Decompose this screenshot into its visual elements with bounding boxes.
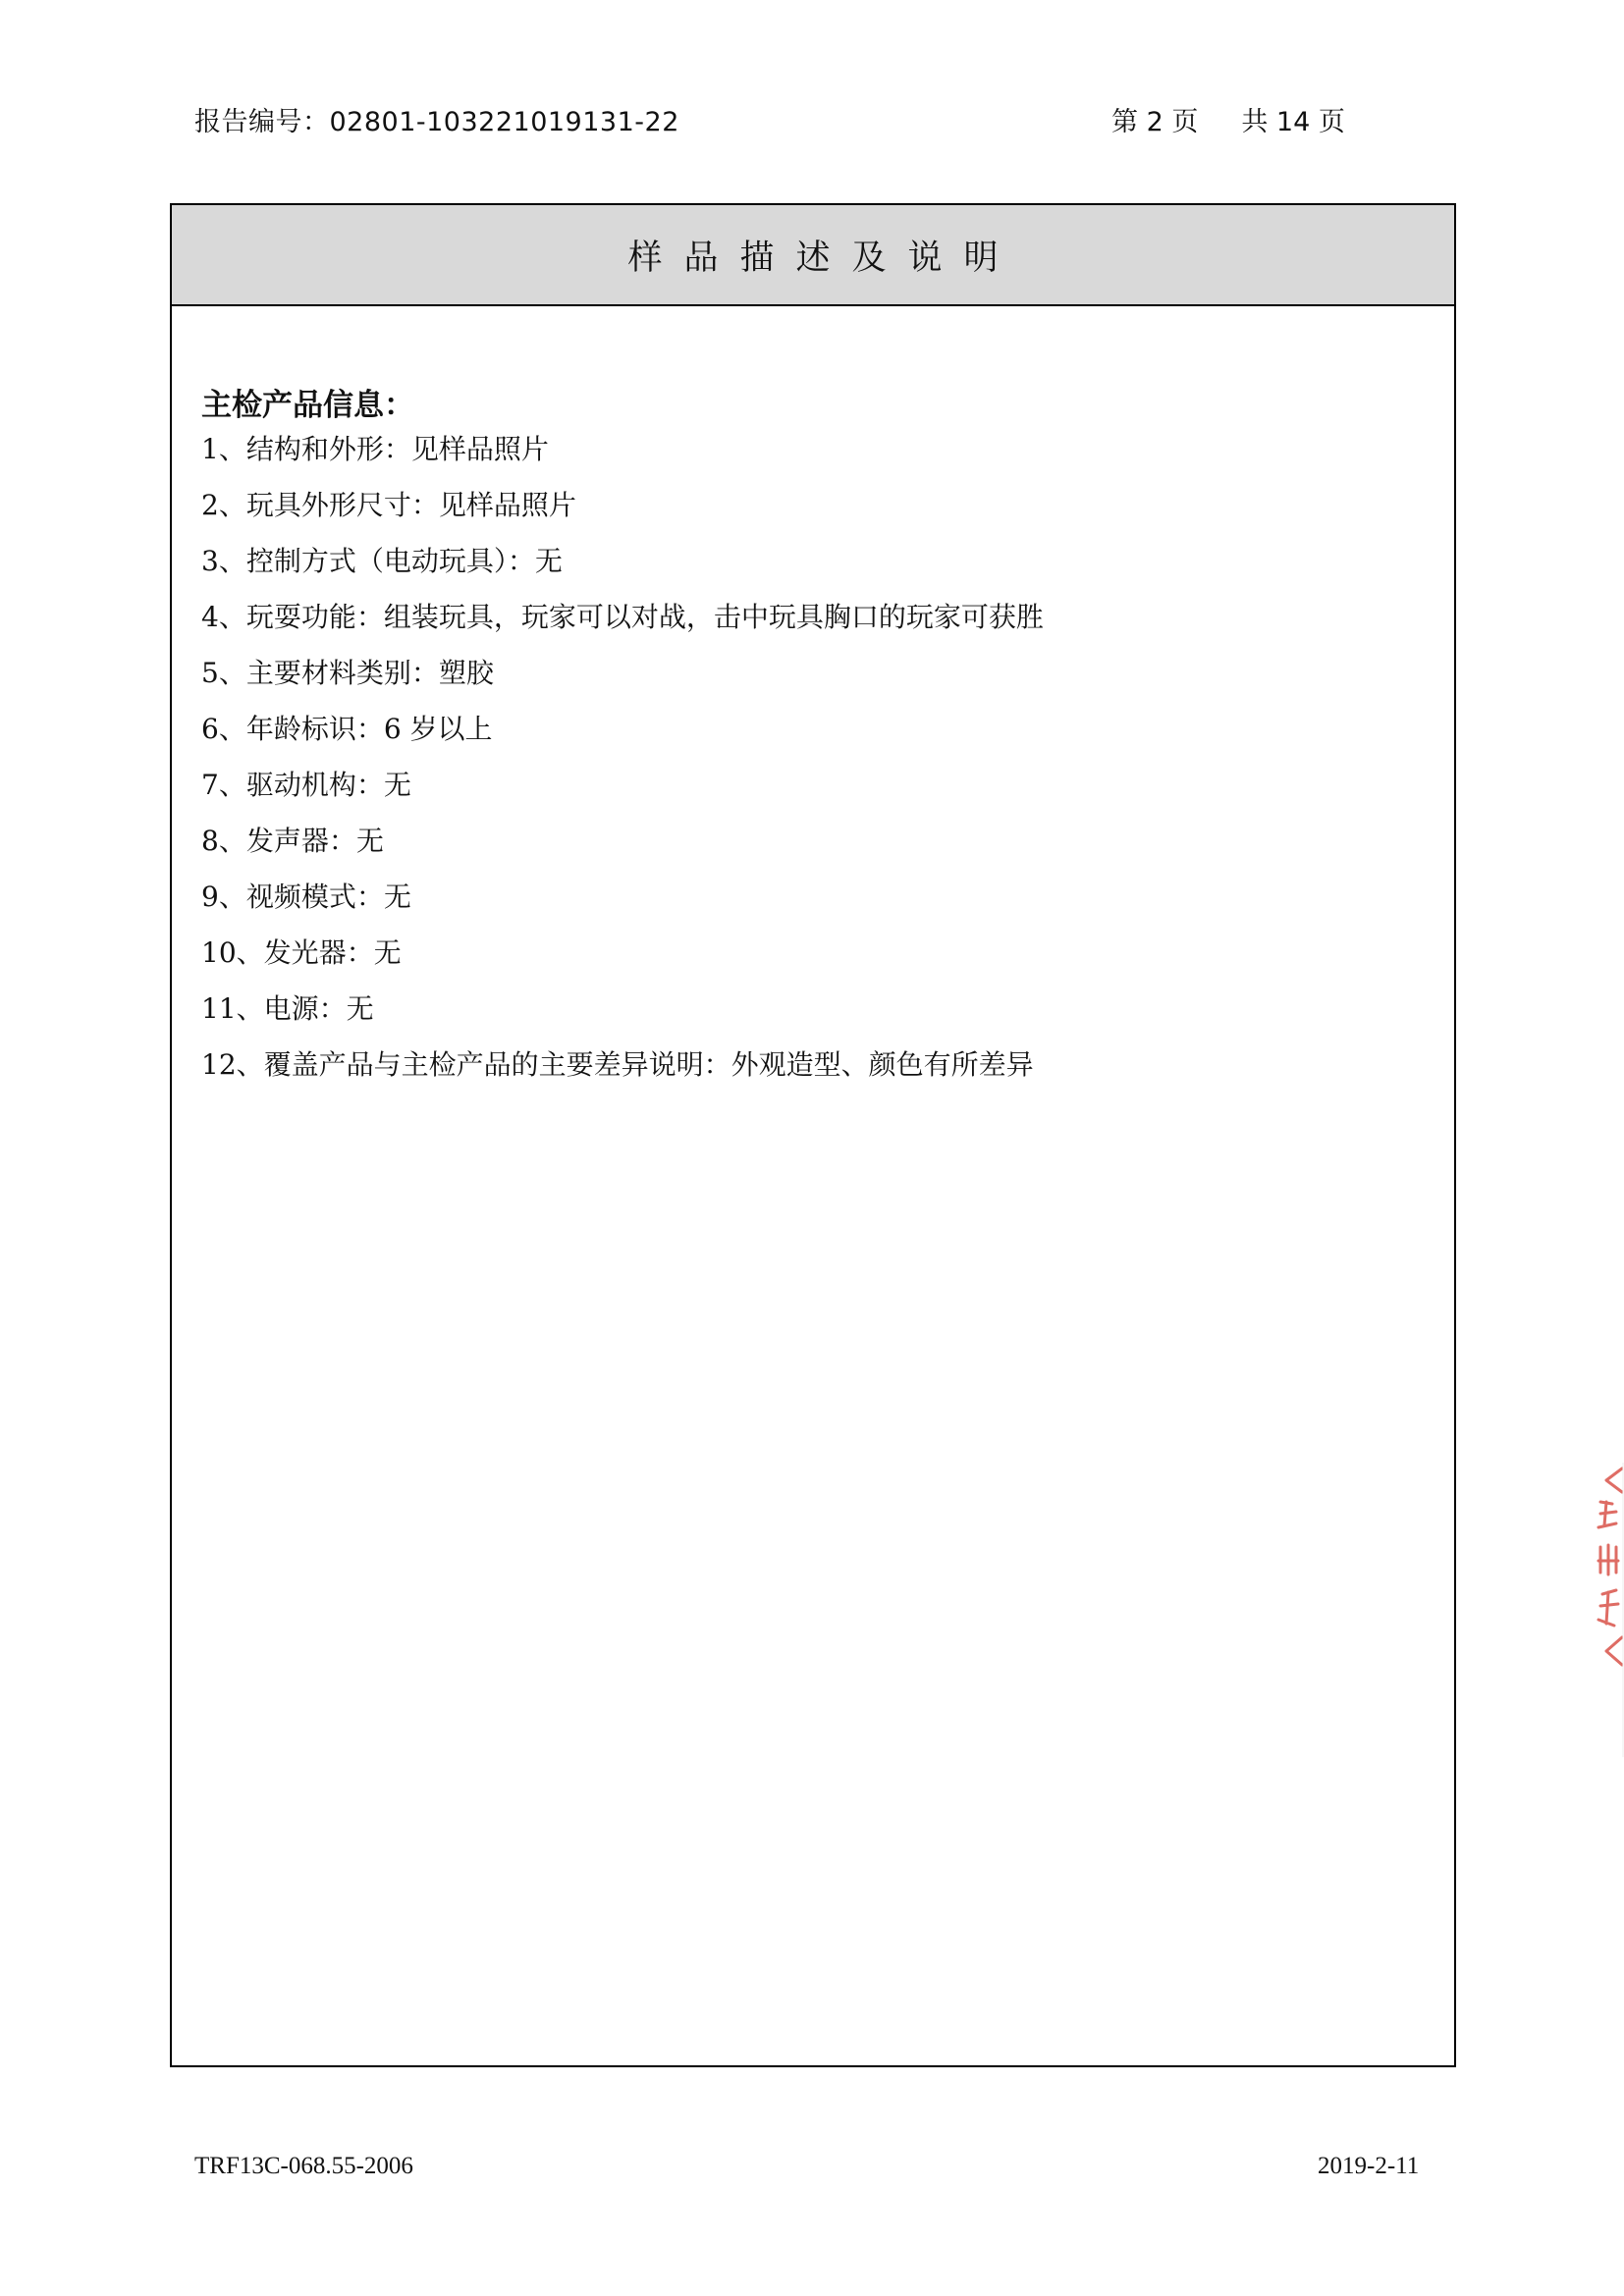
list-item: 7、驱动机构：无	[201, 769, 411, 801]
report-number: 报告编号：02801-103221019131-22	[194, 107, 679, 137]
list-item: 9、视频模式：无	[201, 881, 411, 913]
section-title: 样品描述及说明	[627, 238, 1020, 278]
content-frame	[170, 203, 1456, 2067]
product-info-list	[201, 430, 1044, 1101]
list-item: 12、覆盖产品与主检产品的主要差异说明：外观造型、颜色有所差异	[201, 1048, 1034, 1081]
section-title-bar	[172, 205, 1454, 306]
list-item: 11、电源：无	[201, 992, 374, 1025]
list-item: 10、发光器：无	[201, 936, 402, 969]
seal-stamp-fragment	[1587, 1463, 1624, 1757]
list-item: 5、主要材料类别：塑胶	[201, 657, 494, 689]
list-item: 2、玩具外形尺寸：见样品照片	[201, 489, 576, 521]
page-total: 共 14 页	[1241, 107, 1345, 137]
page-indicator	[1111, 100, 1345, 138]
document-date: 2019-2-11	[1318, 2153, 1420, 2179]
list-item: 8、发声器：无	[201, 825, 384, 857]
section-heading: 主检产品信息：	[201, 388, 414, 423]
list-item: 3、控制方式（电动玩具）：无	[201, 545, 563, 577]
list-item: 1、结构和外形：见样品照片	[201, 433, 549, 465]
form-code: TRF13C-068.55-2006	[194, 2153, 413, 2179]
page-current: 第 2 页	[1111, 107, 1199, 137]
list-item: 6、年龄标识：6 岁以上	[201, 713, 493, 745]
list-item: 4、玩耍功能：组装玩具，玩家可以对战，击中玩具胸口的玩家可获胜	[201, 601, 1044, 633]
